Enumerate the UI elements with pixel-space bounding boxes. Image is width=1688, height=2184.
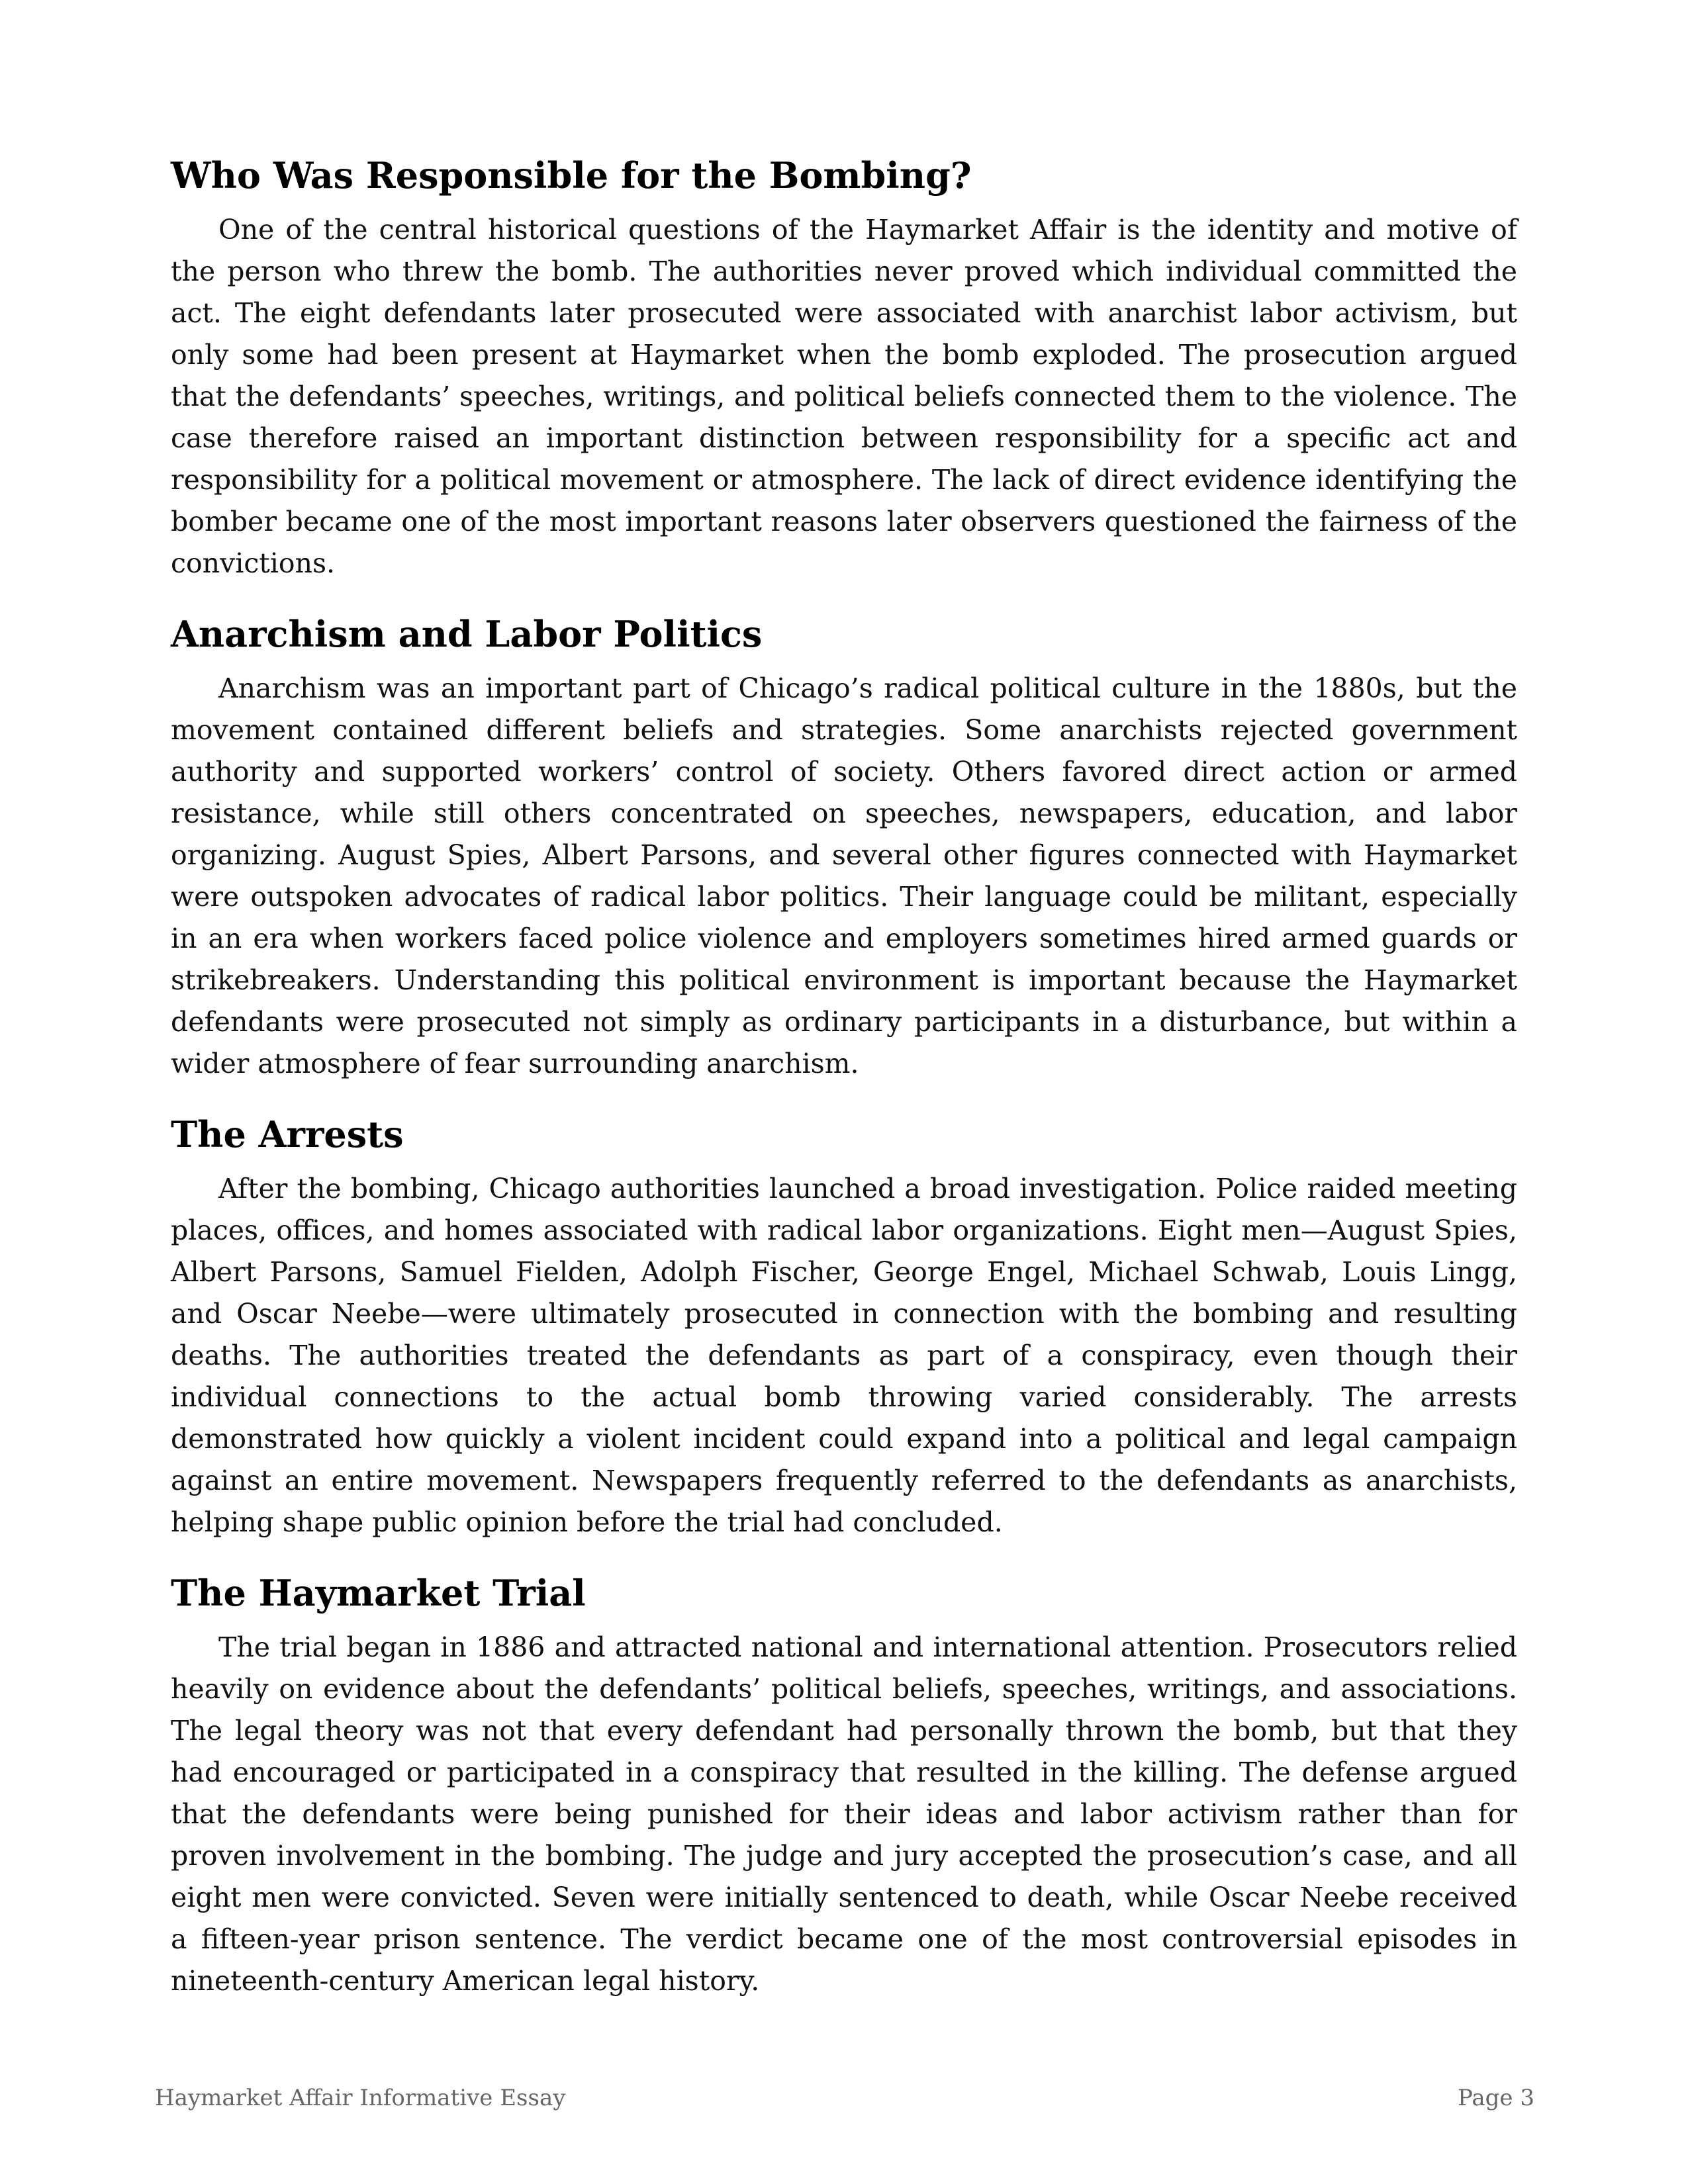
footer-title: Haymarket Affair Informative Essay bbox=[155, 2085, 566, 2111]
section-paragraph: After the bombing, Chicago authorities launched a broad investigation. Police raided meeting places, offices, and homes associated with radical labor organizations. Eight men—August Spies, Albert Parsons, Samuel Fielden, Adolph Fischer, George Engel, Michael Schwab, Louis Lingg, and Oscar Neebe—were ultimately prosecuted in connection with the bombing and resulting deaths. The authorities treated the defendants as part of a conspiracy, even though their individual connections to the actual bomb throwing varied considerably. The arrests demonstrated how quickly a violent incident could expand into a political and legal campaign against an entire movement. Newspapers frequently referred to the defendants as anarchists, helping shape public opinion before the trial had concluded. bbox=[171, 1173, 1517, 1538]
section-paragraph: The trial began in 1886 and attracted national and international attention. Prosecutors relied heavily on evidence about the defendants’ political beliefs, speeches, writings, and associations. The legal theory was not that every defendant had personally thrown the bomb, but that they had encouraged or participated in a conspiracy that resulted in the killing. The defense argued that the defendants were being punished for their ideas and labor activism rather than for proven involvement in the bombing. The judge and jury accepted the prosecution’s case, and all eight men were convicted. Seven were initially sentenced to death, while Oscar Neebe received a fifteen-year prison sentence. The verdict became one of the most controversial episodes in nineteenth-century American legal history. bbox=[171, 1631, 1517, 1997]
section-heading: The Arrests bbox=[171, 1113, 404, 1156]
document-content bbox=[171, 152, 1517, 2028]
section-heading: The Haymarket Trial bbox=[171, 1572, 586, 1614]
section-heading: Who Was Responsible for the Bombing? bbox=[171, 154, 972, 197]
section-paragraph: One of the central historical questions of the Haymarket Affair is the identity and motive of the person who threw the bomb. The authorities never proved which individual committed the act. The eight defendants later prosecuted were associated with anarchist labor activism, but only some had been present at Haymarket when the bomb exploded. The prosecution argued that the defendants’ speeches, writings, and political beliefs connected them to the violence. The case therefore raised an important distinction between responsibility for a specific act and responsibility for a political movement or atmosphere. The lack of direct evidence identifying the bomber became one of the most important reasons later observers questioned the fairness of the convictions. bbox=[171, 214, 1517, 579]
page-number: Page 3 bbox=[1458, 2085, 1534, 2111]
section-anarchism bbox=[171, 611, 1517, 1085]
section-paragraph: Anarchism was an important part of Chicago’s radical political culture in the 1880s, but the movement contained different beliefs and strategies. Some anarchists rejected government authority and supported workers’ control of society. Others favored direct action or armed resistance, while still others concentrated on speeches, newspapers, education, and labor organizing. August Spies, Albert Parsons, and several other figures connected with Haymarket were outspoken advocates of radical labor politics. Their language could be militant, especially in an era when workers faced police violence and employers sometimes hired armed guards or strikebreakers. Understanding this political environment is important because the Haymarket defendants were prosecuted not simply as ordinary participants in a disturbance, but within a wider atmosphere of fear surrounding anarchism. bbox=[171, 672, 1517, 1079]
section-responsibility bbox=[171, 152, 1517, 584]
section-arrests bbox=[171, 1111, 1517, 1543]
section-trial bbox=[171, 1570, 1517, 2002]
section-heading: Anarchism and Labor Politics bbox=[171, 613, 763, 655]
